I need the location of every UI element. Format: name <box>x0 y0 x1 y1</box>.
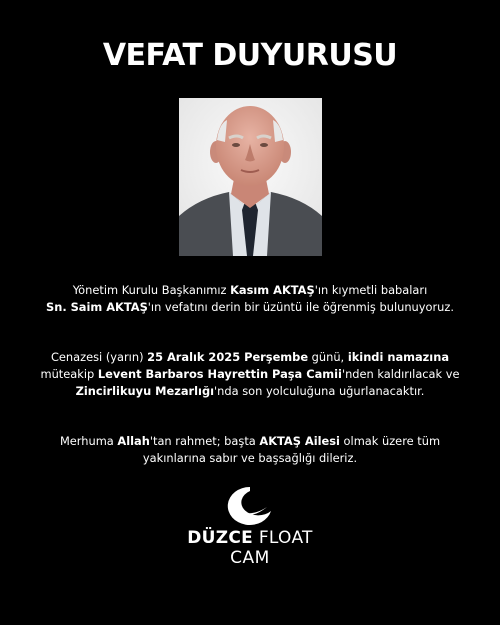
p1-bold-2: Sn. Saim AKTAŞ <box>46 300 148 314</box>
portrait-photo <box>179 98 322 256</box>
p3-text-2: 'tan rahmet; başta <box>149 434 260 448</box>
p2-bold-3: Levent Barbaros Hayrettin Paşa Camii <box>97 367 342 381</box>
brand-bold: DÜZCE <box>187 528 254 548</box>
p3-text-3: olmak üzere tüm yakınlarına sabır ve başsağlığı dileriz. <box>142 434 441 465</box>
page-title: VEFAT DUYURUSU <box>102 38 398 73</box>
brand-name <box>0 528 500 548</box>
p3-text-1: Merhuma <box>59 434 118 448</box>
paragraph-condolence <box>40 282 460 316</box>
p2-text-1: Cenazesi (yarın) <box>50 350 148 364</box>
duzce-float-cam-logo-icon <box>225 485 275 527</box>
p1-text-3: 'ın vefatını derin bir üzüntü ile öğrenmiş bulunuyoruz. <box>147 300 454 314</box>
p3-bold-1: Allah <box>117 434 150 448</box>
p2-text-3: müteakip <box>40 367 98 381</box>
paragraph-funeral-details <box>40 349 460 400</box>
brand-regular: FLOAT <box>253 528 313 548</box>
brand-subname: CAM <box>230 548 270 568</box>
p1-bold-1: Kasım AKTAŞ <box>230 283 315 297</box>
p2-text-5: 'nda son yolculuğuna uğurlanacaktır. <box>214 384 425 398</box>
p2-bold-2: ikindi namazına <box>347 350 450 364</box>
p1-text-2: 'ın kıymetli babaları <box>314 283 428 297</box>
p2-bold-4: Zincirlikuyu Mezarlığı <box>75 384 215 398</box>
p2-text-4: 'nden kaldırılacak ve <box>341 367 460 381</box>
p2-text-2: günü, <box>308 350 348 364</box>
paragraph-prayer <box>40 433 460 467</box>
p2-bold-1: 25 Aralık 2025 Perşembe <box>147 350 309 364</box>
p1-text-1: Yönetim Kurulu Başkanımız <box>72 283 231 297</box>
p3-bold-2: AKTAŞ Ailesi <box>259 434 340 448</box>
